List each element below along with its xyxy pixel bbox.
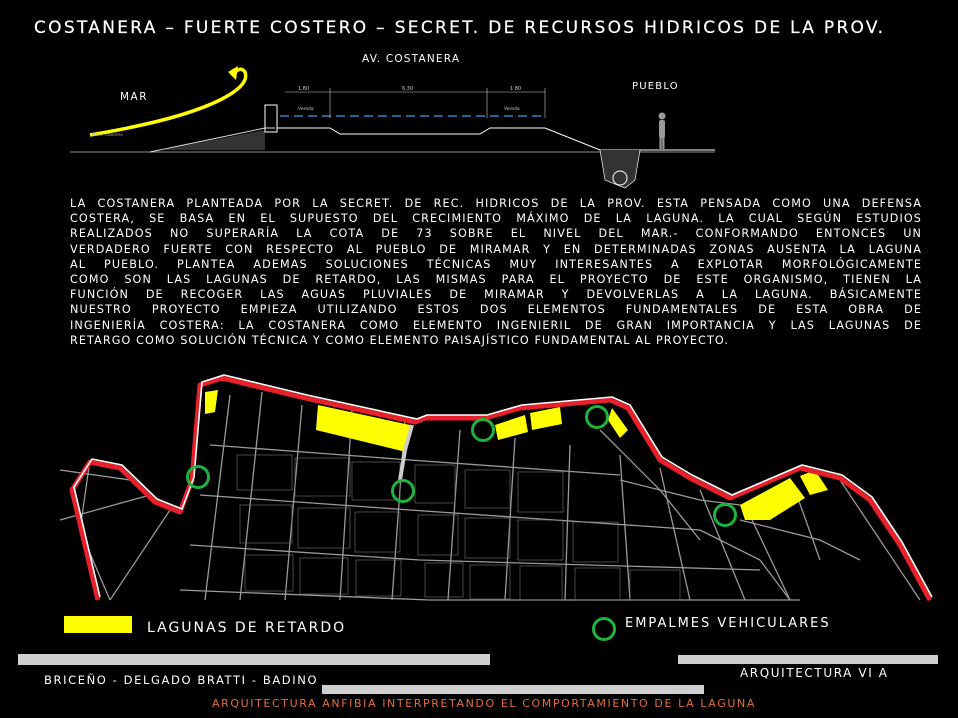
dim-label-2: 6.30 — [402, 86, 414, 92]
paragraph-line: NUESTRO PROYECTO EMPIEZA UTILIZANDO ESTOS DOS ELEMENTOS FUNDAMENTALES DE ESTA OBRA DE — [70, 303, 922, 317]
paragraph-line: REALIZADOS NO SUPERARÍA LA COTA DE 73 SOBRE EL NIVEL DEL MAR.- CONFORMANDO ENTONCES UN — [70, 227, 922, 241]
road-label: AV. COSTANERA — [362, 53, 461, 65]
empalmes-vehiculares — [188, 407, 736, 526]
footer-bar-right — [678, 655, 938, 664]
empalme-marker — [473, 420, 494, 441]
town-label: PUEBLO — [632, 81, 679, 92]
paragraph-line: LA COSTANERA PLANTEADA POR LA SECRET. DE REC. HIDRICOS DE LA PROV. ESTA PENSADA COMO UNA DEFENSA — [70, 197, 922, 210]
paragraph-line: AL PUEBLO. PLANTEA ADEMAS SOLUCIONES TÉCNICAS MUY INTERESANTES A EXPLOTAR MORFOLÓGICAMENTE — [70, 257, 922, 271]
empalmes-legend-icon — [592, 617, 616, 641]
footer-bar-bottom — [322, 685, 704, 694]
paragraph-line: FUNCIÓN DE RECOGER LAS AGUAS PLUVIALES DE MIRAMAR Y DEVOLVERLAS A LA LAGUNA. BÁSICAMENTE — [70, 288, 922, 302]
course-label: ARQUITECTURA VI A — [740, 666, 889, 680]
dim-label-3: 1.80 — [510, 86, 522, 92]
empalme-marker — [393, 481, 414, 502]
footer-bar-left — [18, 654, 490, 665]
paragraph-line: COSTERA, SE BASA EN EL SUPUESTO DEL CRECIMIENTO MÁXIMO DE LA LAGUNA. LA CUAL SEGÚN ESTUDIOS — [70, 212, 922, 226]
empalmes-legend-label: EMPALMES VEHICULARES — [625, 616, 831, 631]
empalme-marker — [715, 505, 736, 526]
empalme-marker — [587, 407, 608, 428]
lagunas-legend-label: LAGUNAS DE RETARDO — [147, 620, 347, 636]
subtitle-label: ARQUITECTURA ANFIBIA INTERPRETANDO EL COMPORTAMIENTO DE LA LAGUNA — [212, 697, 756, 710]
lagunas-legend-swatch — [64, 616, 132, 633]
sea-label: MAR — [120, 91, 149, 103]
page-title: COSTANERA – FUERTE COSTERO – SECRET. DE RECURSOS HIDRICOS DE LA PROV. — [34, 18, 886, 38]
lane-label-2: Vereda — [504, 107, 520, 112]
level-label: Nivel máximo — [92, 133, 123, 138]
lane-label-1: Vereda — [298, 107, 314, 112]
paragraph-line: INGENIERÍA COSTERA: LA COSTANERA COMO ELEMENTO INGENIERIL DE GRAN IMPORTANCIA Y LAS LAGUNAS DE — [70, 318, 922, 332]
paragraph-line: COMO SON LAS LAGUNAS DE RETARDO, LAS MISMAS PARA EL PROYECTO DE ESTE ORGANISMO, TIENEN LA — [70, 273, 922, 287]
authors-label: BRICEÑO - DELGADO BRATTI - BADINO — [44, 673, 319, 687]
paragraph-line: VERDADERO FUERTE CON RESPECTO AL PUEBLO DE MIRAMAR Y EN DETERMINADAS ZONAS AUSENTA LA LAGUNA — [70, 242, 922, 256]
paragraph-line: RETARGO COMO SOLUCIÓN TÉCNICA Y COMO ELEMENTO PAISAJÍSTICO FUNDAMENTAL AL PROYECTO. — [70, 333, 730, 347]
dim-label-1: 1.80 — [298, 86, 310, 92]
